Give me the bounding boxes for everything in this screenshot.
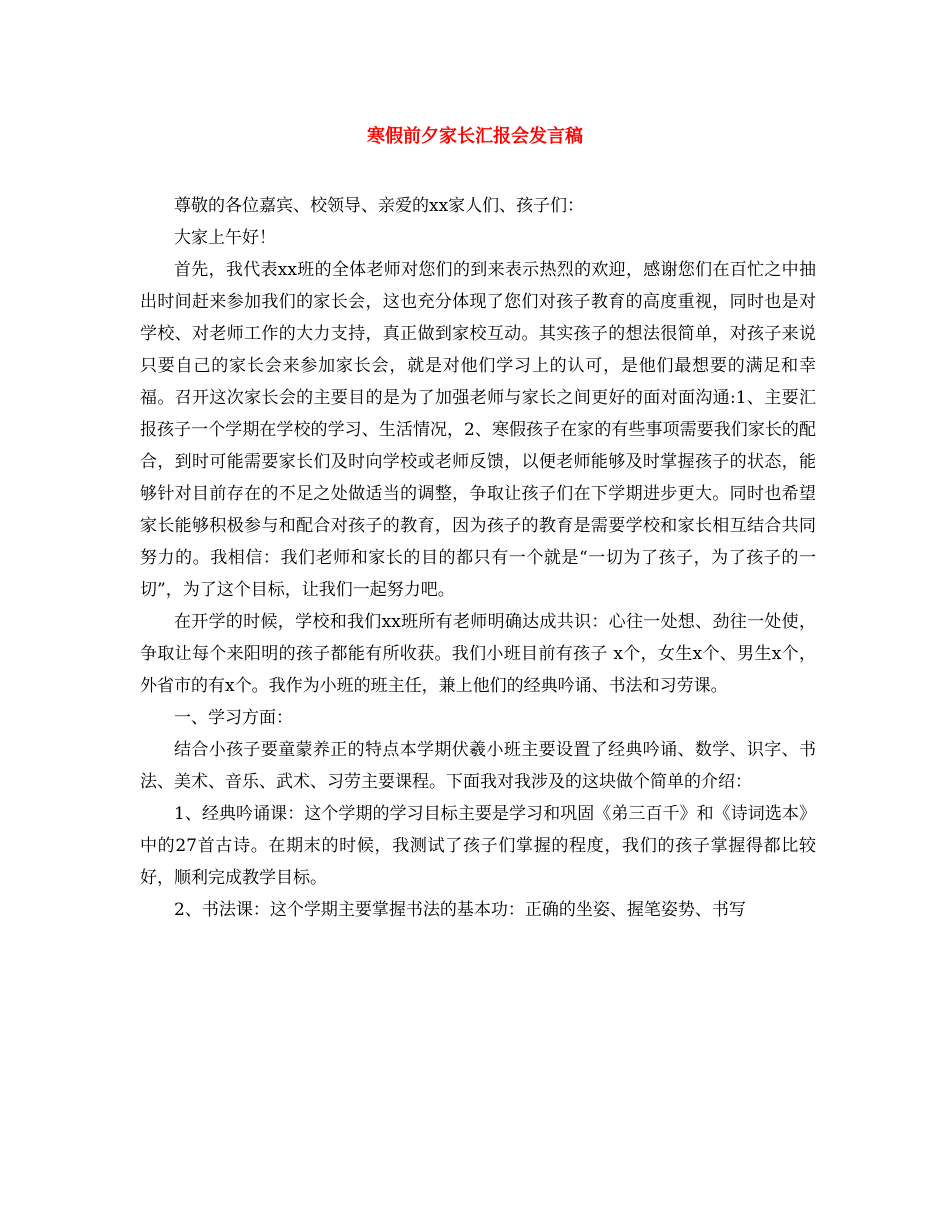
body-paragraph: 结合小孩子要童蒙养正的特点本学期伏羲小班主要设置了经典吟诵、数学、识字、书法、美术、音乐、武术、习劳主要课程。下面我对我涉及的这块做个简单的介绍： xyxy=(140,740,816,792)
salutation-paragraph: 尊敬的各位嘉宾、校领导、亲爱的xx家人们、孩子们： xyxy=(174,196,585,216)
document-title: 寒假前夕家长汇报会发言稿 xyxy=(367,126,583,147)
document-body xyxy=(140,190,816,926)
list-item-paragraph: 2、书法课：这个学期主要掌握书法的基本功：正确的坐姿、握笔姿势、书写 xyxy=(174,900,746,920)
section-heading: 一、学习方面： xyxy=(174,708,293,728)
body-paragraph: 首先，我代表xx班的全体老师对您们的到来表示热烈的欢迎，感谢您们在百忙之中抽出时间赶来参加我们的家长会，这也充分体现了您们对孩子教育的高度重视，同时也是对学校、对老师工作的大力支持，真正做到家校互动。其实孩子的想法很简单，对孩子来说只要自己的家长会来参加家长会，就是对他们学习上的认可，是他们最想要的满足和幸福。召开这次家长会的主要目的是为了加强老师与家长之间更好的面对面沟通:1、主要汇报孩子一个学期在学校的学习、生活情况，2、寒假孩子在家的有些事项需要我们家长的配合，到时可能需要家长们及时向学校或老师反馈，以便老师能够及时掌握孩子的状态，能够针对目前存在的不足之处做适当的调整，争取让孩子们在下学期进步更大。同时也希望家长能够积极参与和配合对孩子的教育，因为孩子的教育是需要学校和家长相互结合共同努力的。我相信：我们老师和家长的目的都只有一个就是“一切为了孩子，为了孩子的一切”，为了这个目标，让我们一起努力吧。 xyxy=(140,260,816,600)
greeting-paragraph: 大家上午好！ xyxy=(174,228,276,248)
body-paragraph: 在开学的时候，学校和我们xx班所有老师明确达成共识：心往一处想、劲往一处使，争取让每个来阳明的孩子都能有所收获。我们小班目前有孩子 x个，女生x个、男生x个，外省市的有x个。我作为小班的班主任，兼上他们的经典吟诵、书法和习劳课。 xyxy=(140,612,816,696)
list-item-paragraph: 1、经典吟诵课：这个学期的学习目标主要是学习和巩固《弟三百千》和《诗词选本》中的27首古诗。在期末的时候，我测试了孩子们掌握的程度，我们的孩子掌握得都比较好，顺利完成教学目标。 xyxy=(140,804,816,888)
